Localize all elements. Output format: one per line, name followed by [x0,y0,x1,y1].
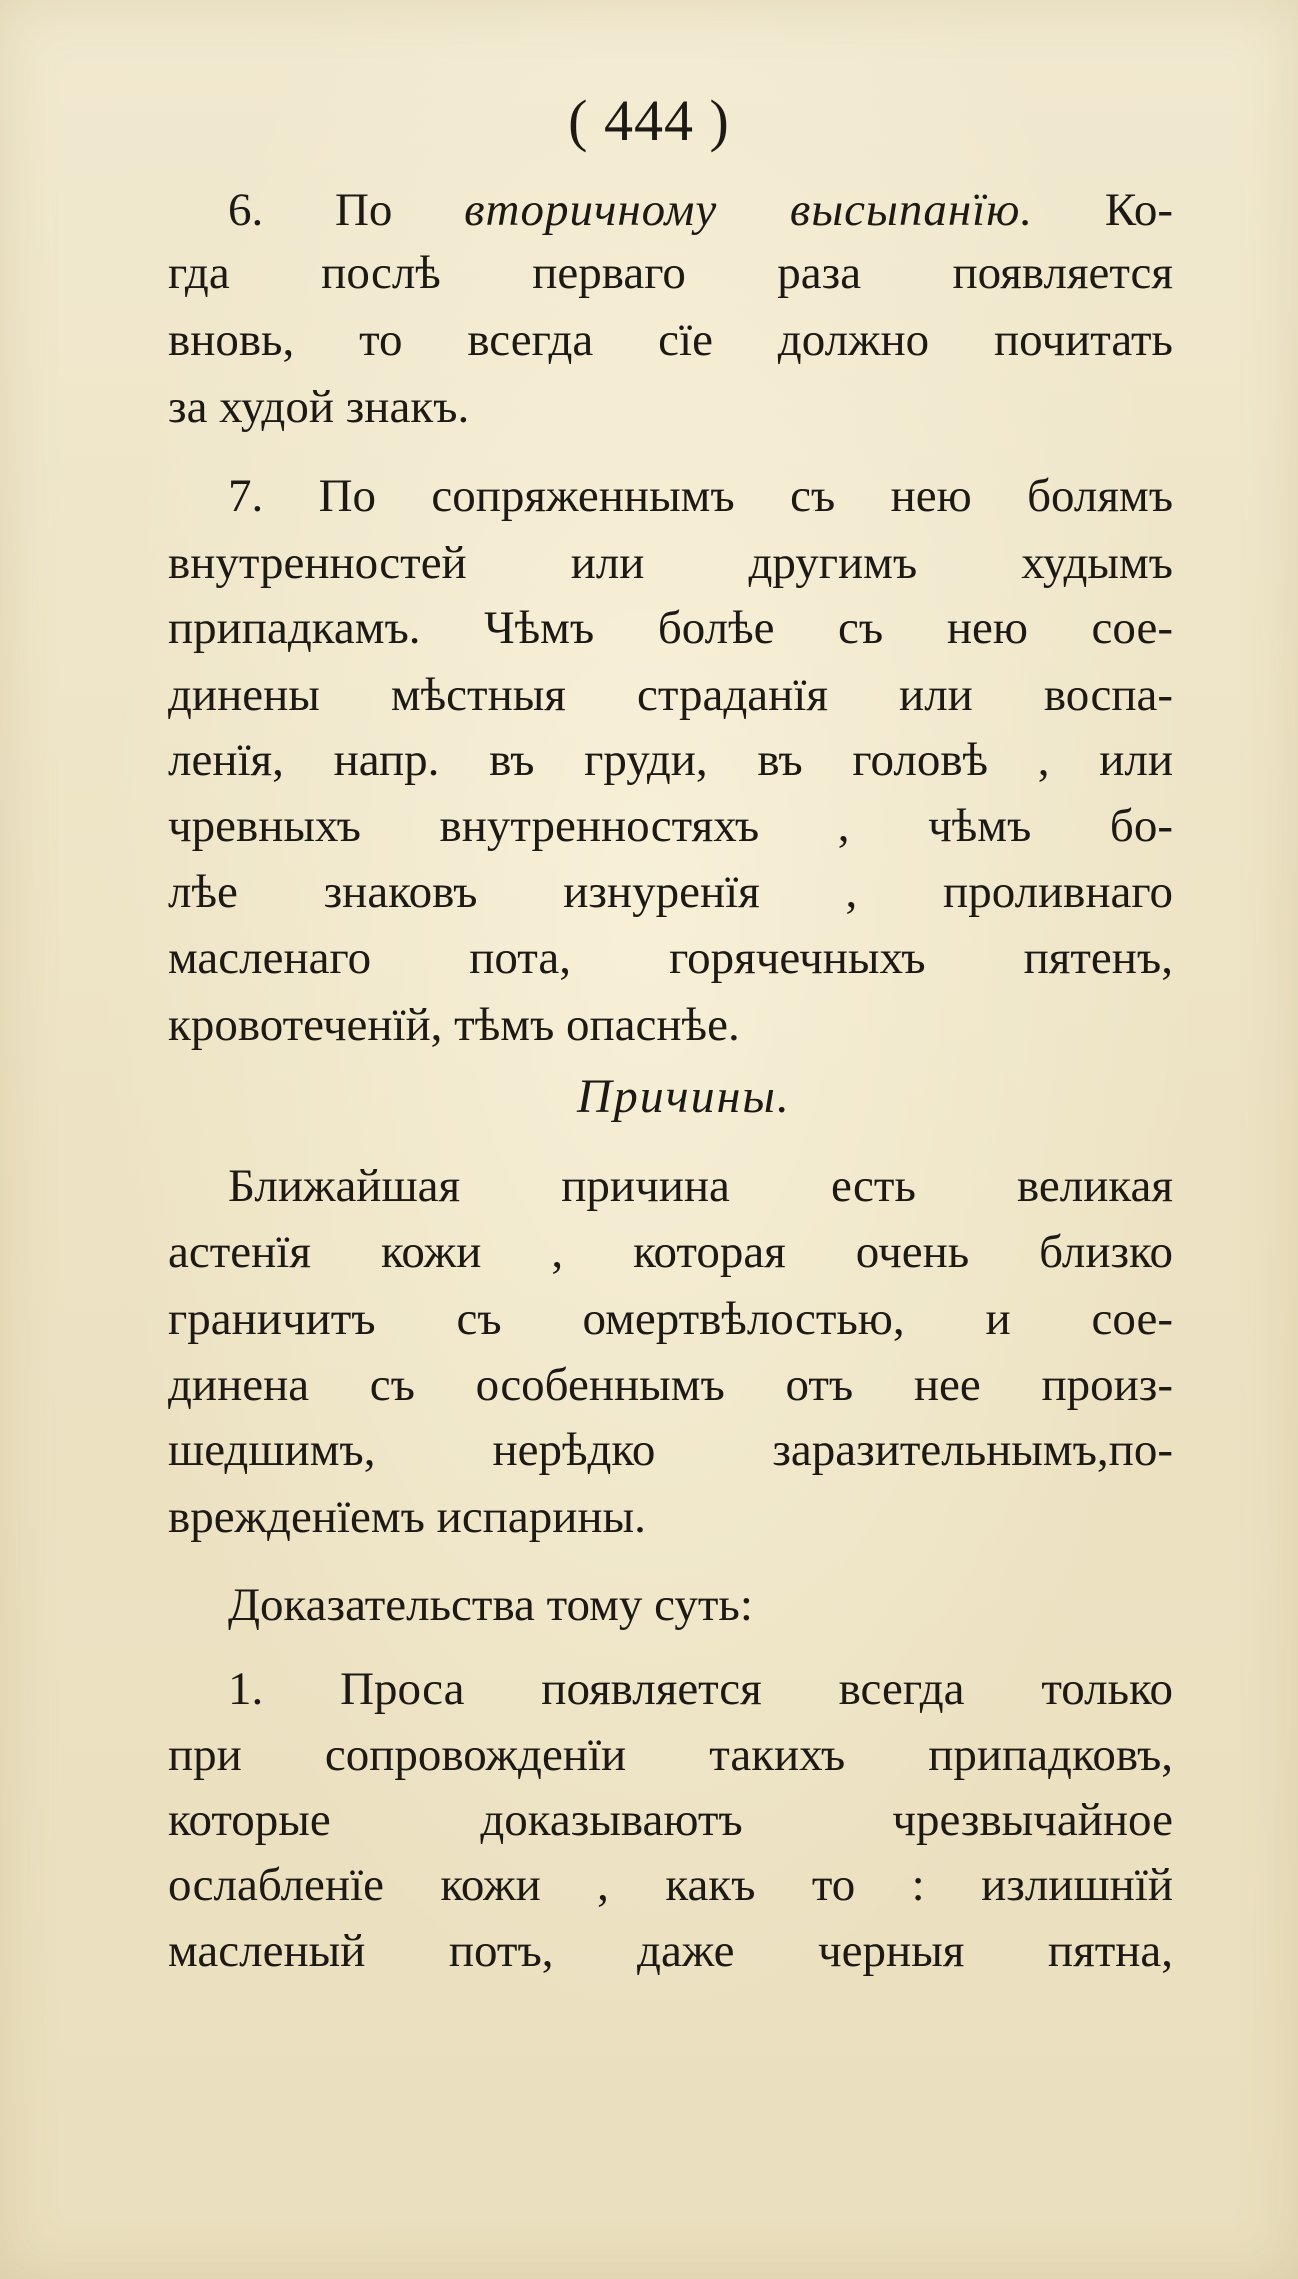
text-line: за худой знакъ. [168,381,470,433]
text-run: Ко- [1033,184,1173,236]
text-line: вновь, то всегда сїе должно почитать [168,314,1173,366]
text-line: внутренностей или другимъ худымъ [168,537,1173,589]
text-run: 6. По [228,184,465,236]
text-line: масленаго пота, горячечныхъ пятенъ, [168,932,1173,984]
text-line: астенїя кожи , которая очень близко [168,1226,1173,1278]
italic-term: вторичному высыпанїю. [464,184,1034,236]
text-line: динены мѣстныя страданїя или воспа- [168,669,1173,721]
page-number: ( 444 ) [568,88,730,153]
text-line: лѣе знаковъ изнуренїя , проливнаго [168,866,1173,918]
text-line: гда послѣ перваго раза появляется [168,247,1173,299]
text-line: при сопровожденїи такихъ припадковъ, [168,1729,1173,1781]
text-line: кровотеченїй, тѣмъ опаснѣе. [168,999,740,1051]
text-line: которые доказываютъ чрезвычайное [168,1794,1173,1846]
text-line: шедшимъ, нерѣдко заразительнымъ,по- [168,1424,1173,1476]
text-line: Доказательства тому суть: [228,1579,753,1631]
text-line: ослабленїе кожи , какъ то : излишнїй [168,1859,1173,1911]
text-line: Ближайшая причина есть великая [228,1160,1173,1212]
section-heading: Причины. [577,1070,791,1123]
text-line: 1. Проса появляется всегда только [228,1663,1173,1715]
text-line: масленый потъ, даже черныя пятна, [168,1925,1173,1977]
text-line: припадкамъ. Чѣмъ болѣе съ нею сое- [168,602,1173,654]
text-line: чревныхъ внутренностяхъ , чѣмъ бо- [168,800,1173,852]
text-line: 7. По сопряженнымъ съ нею болямъ [228,470,1173,522]
text-line: динена съ особеннымъ отъ нее произ- [168,1359,1173,1411]
text-line [228,184,1173,236]
text-line: ленїя, напр. въ груди, въ головѣ , или [168,734,1173,786]
text-line: граничитъ съ омертвѣлостью, и сое- [168,1293,1173,1345]
text-line: врежденїемъ испарины. [168,1491,646,1543]
